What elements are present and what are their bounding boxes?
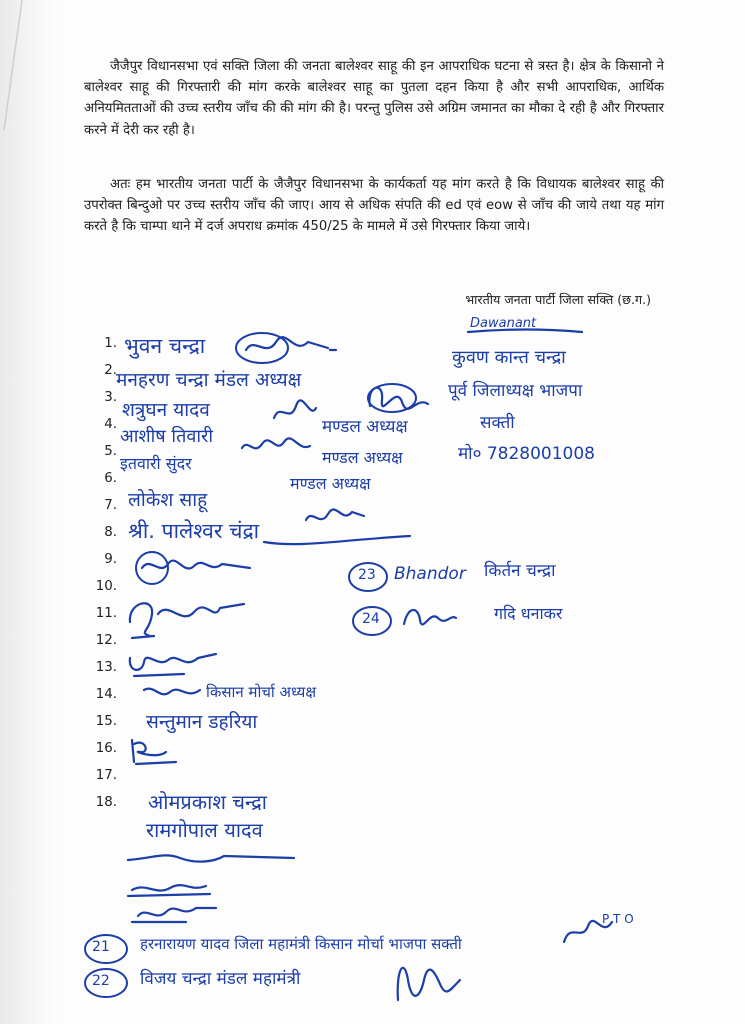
signature-scribble-9 bbox=[130, 546, 260, 592]
handwritten-leader-place: सक्ती bbox=[480, 413, 515, 433]
handwritten-entry-15: सन्तुमान डहरिया bbox=[146, 711, 258, 733]
signature-scribble-4 bbox=[238, 434, 318, 460]
handwritten-entry-5-role: मण्डल अध्यक्ष bbox=[322, 448, 403, 467]
handwritten-entry-5: इतवारी सुंदर bbox=[120, 454, 192, 473]
signature-scribble-8 bbox=[300, 504, 370, 530]
list-number: 4. bbox=[104, 417, 117, 432]
list-number: 3. bbox=[104, 390, 117, 405]
handwritten-entry-18b: रामगोपाल यादव bbox=[146, 818, 263, 842]
body-paragraph-1: जैजैपुर विधानसभा एवं सक्ति जिला की जनता बालेश्वर साहू की इन आपराधिक घटना से त्रस्त है। क्षेत्र के किसानो ने बालेश्वर साहू की गिरफ्तारी की मांग करके बालेश्वर साहू का पुतला दहन किया है और सभी आपराधिक, आर्थिक अनियमितताओं की उच्च स्तरीय जाँच की की मांग की है। परन्तु पुलिस उसे अग्रिम जमानत का मौका दे रही है और गिरफ्तार करने में देरी कर रही है। bbox=[84, 59, 664, 138]
handwritten-leader-name: कुवण कान्त चन्द्रा bbox=[452, 347, 566, 368]
entry-22-signature bbox=[390, 950, 470, 1006]
list-number: 6. bbox=[104, 471, 117, 486]
entry-24-signature bbox=[400, 600, 460, 630]
page-fold-shadow bbox=[0, 0, 60, 1024]
signature-scribble-20 bbox=[126, 878, 226, 938]
handwritten-signature-top-right: Dawanant bbox=[470, 316, 537, 331]
handwritten-leader-role: पूर्व जिलाध्यक्ष भाजपा bbox=[448, 381, 583, 401]
body-paragraph-2: अतः हम भारतीय जनता पार्टी के जैजैपुर विधानसभा के कार्यकर्ता यह मांग करते है कि विधायक बालेश्वर साहू की उपरोक्त बिन्दुओ पर उच्च स्तरीय जाँच की जाए। आय से अधिक संपति की ed एवं eow से जाँच की जाये तथा यह मांग करते है कि चाम्पा थाने में दर्ज अपराध क्रमांक 450/25 के मामले में उसे गिरफ्तार किया जाये। bbox=[84, 177, 664, 235]
handwritten-entry-4: आशीष तिवारी bbox=[120, 426, 214, 447]
handwritten-entry-18a: ओमप्रकाश चन्द्रा bbox=[148, 790, 267, 814]
entry-23-number: 23 bbox=[358, 567, 376, 583]
page-crease-line bbox=[0, 0, 40, 140]
list-number: 9. bbox=[104, 552, 117, 567]
pto-label: P T O bbox=[602, 912, 634, 926]
list-number: 1. bbox=[104, 336, 117, 351]
entry-24-name: गदि धनाकर bbox=[494, 604, 563, 623]
list-number: 16. bbox=[95, 741, 117, 756]
signature-scribble-2 bbox=[362, 376, 442, 416]
handwritten-entry-6-role: मण्डल अध्यक्ष bbox=[290, 474, 371, 493]
list-number: 13. bbox=[95, 660, 117, 675]
entry-21-text: हरनारायण यादव जिला महामंत्री किसान मोर्चा भाजपा सक्ती bbox=[140, 935, 462, 953]
list-number: 5. bbox=[104, 444, 117, 459]
list-number: 17. bbox=[95, 768, 117, 783]
list-number: 15. bbox=[95, 714, 117, 729]
entry-21-number: 21 bbox=[92, 939, 110, 955]
entry-22-number: 22 bbox=[92, 973, 110, 989]
entry-23-signature: Bhandor bbox=[394, 564, 466, 584]
signature-scribble-16 bbox=[126, 734, 186, 770]
list-number: 8. bbox=[104, 525, 117, 540]
handwritten-entry-2: मनहरण चन्द्रा मंडल अध्यक्ष bbox=[116, 369, 302, 391]
list-number: 12. bbox=[95, 633, 117, 648]
handwritten-entry-3: शत्रुघन यादव bbox=[122, 399, 210, 421]
handwritten-leader-phone: मो० 7828001008 bbox=[458, 444, 595, 464]
list-number: 10. bbox=[95, 579, 117, 594]
signature-scribble-3 bbox=[270, 398, 320, 426]
handwritten-entry-3-role: मण्डल अध्यक्ष bbox=[322, 417, 408, 437]
list-number: 14. bbox=[95, 687, 117, 702]
organization-line: भारतीय जनता पार्टी जिला सक्ति (छ.ग.) bbox=[465, 292, 651, 307]
list-number: 18. bbox=[95, 795, 117, 810]
signature-underline bbox=[466, 326, 586, 336]
signature-stroke-8 bbox=[260, 530, 420, 552]
signature-scribble-1 bbox=[232, 328, 342, 368]
signature-scribble-11 bbox=[124, 592, 254, 652]
list-number: 7. bbox=[104, 498, 117, 513]
signature-stroke-19 bbox=[124, 848, 304, 872]
list-number: 11. bbox=[95, 606, 117, 621]
handwritten-entry-7: लोकेश साहू bbox=[128, 489, 208, 511]
entry-24-number: 24 bbox=[362, 611, 380, 627]
handwritten-entry-14: किसान मोर्चा अध्यक्ष bbox=[206, 683, 317, 701]
entry-23-name: किर्तन चन्द्रा bbox=[484, 561, 556, 581]
list-number: 2. bbox=[104, 363, 117, 378]
entry-22-text: विजय चन्द्रा मंडल महामंत्री bbox=[140, 969, 301, 989]
handwritten-entry-1: भुवन चन्द्रा bbox=[124, 334, 206, 358]
handwritten-entry-8: श्री. पालेश्वर चंद्रा bbox=[128, 519, 260, 543]
signature-scribble-14 bbox=[140, 680, 210, 706]
